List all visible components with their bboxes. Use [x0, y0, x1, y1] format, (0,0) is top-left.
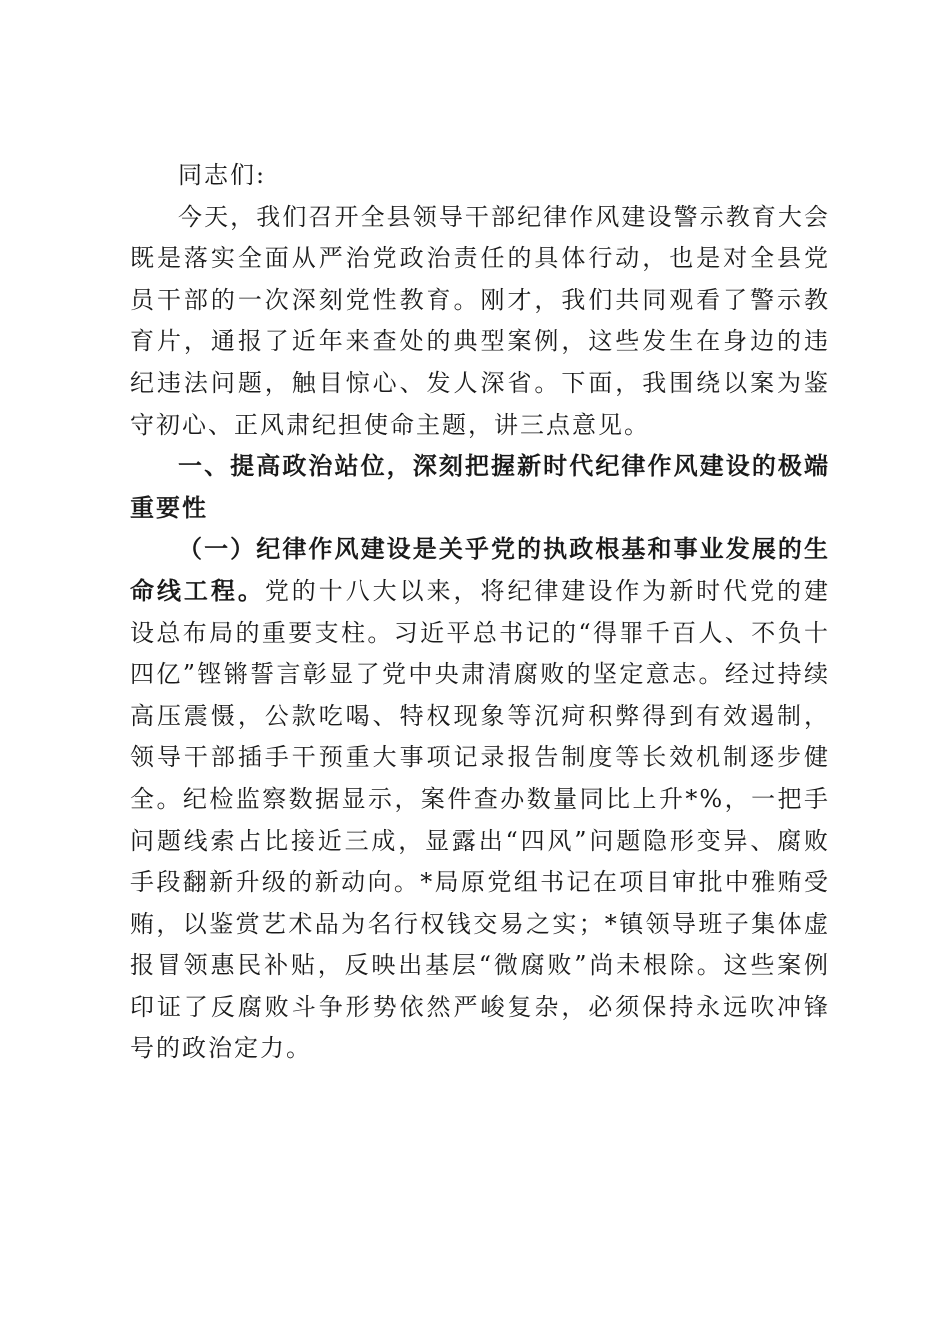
document-page: [130, 155, 830, 1070]
section-heading-1: 一、提高政治站位，深刻把握新时代纪律作风建设的极端重要性: [130, 452, 830, 522]
subsection-body-1: 党的十八大以来，将纪律建设作为新时代党的建设总布局的重要支柱。习近平总书记的“得罪千百人、不负十四亿”铿锵誓言彰显了党中央肃清腐败的坚定意志。经过持续高压震慑，公款吃喝、特权现象等沉疴积弊得到有效遏制，领导干部插手干预重大事项记录报告制度等长效机制逐步健全。纪检监察数据显示，案件查办数量同比上升*%，一把手问题线索占比接近三成，显露出“四风”问题隐形变异、腐败手段翻新升级的新动向。*局原党组书记在项目审批中雅贿受贿，以鉴赏艺术品为名行权钱交易之实；*镇领导班子集体虚报冒领惠民补贴，反映出基层“微腐败”尚未根除。这些案例印证了反腐败斗争形势依然严峻复杂，必须保持永远吹冲锋号的政治定力。: [130, 576, 831, 1063]
salutation: 同志们:: [178, 161, 267, 189]
intro-paragraph: 今天，我们召开全县领导干部纪律作风建设警示教育大会既是落实全面从严治党政治责任的具体行动，也是对全县党员干部的一次深刻党性教育。刚才，我们共同观看了警示教育片，通报了近年来查处的典型案例，这些发生在身边的违纪违法问题，触目惊心、发人深省。下面，我围绕以案为鉴守初心、正风肃纪担使命主题，讲三点意见。: [130, 202, 830, 439]
subsection-paragraph-1: [130, 529, 830, 1070]
subsection-heading-1: （一）纪律作风建设是关乎党的执政根基和事业发展的生命线工程。: [130, 535, 830, 605]
